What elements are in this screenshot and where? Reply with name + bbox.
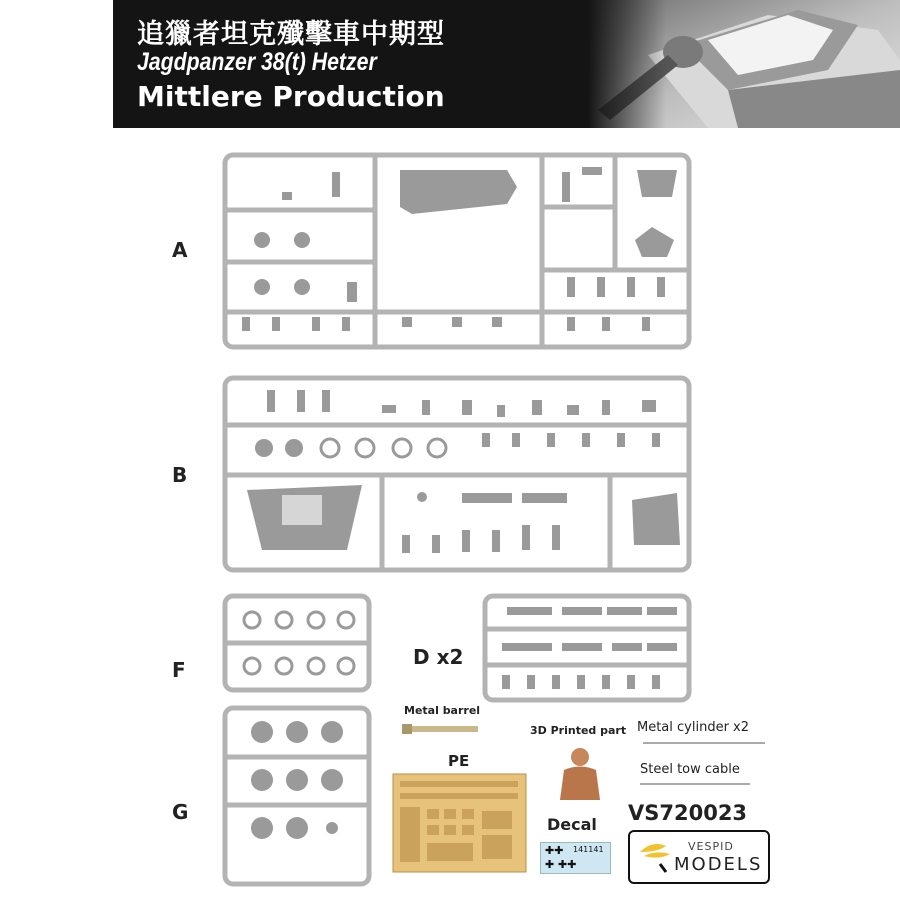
metal-cylinder-label: Metal cylinder x2 (637, 720, 750, 735)
sprue-d (482, 593, 692, 703)
sprue-b (222, 375, 692, 573)
sprue-a (222, 152, 692, 350)
sprue-g (222, 705, 372, 887)
title-english: Jagdpanzer 38(t) Hetzer (137, 48, 377, 76)
metal-barrel-label: Metal barrel (404, 704, 481, 717)
sprue-d-label: D x2 (413, 645, 464, 669)
logo-line1: VESPID (688, 840, 734, 853)
sprue-g-label: G (172, 800, 189, 824)
metal-barrel-part (400, 722, 480, 736)
pe-label: PE (448, 752, 470, 770)
decal-crosses-2: ✚ ✚✚ (545, 858, 577, 871)
decal-sheet (540, 842, 611, 874)
decal-numbers: 141141 (573, 845, 604, 854)
printed-figure (550, 745, 610, 800)
decal-label: Decal (547, 815, 597, 834)
logo-line2: MODELS (674, 854, 763, 875)
hetzer-photo (588, 0, 900, 128)
sprue-f-label: F (172, 658, 186, 682)
title-chinese: 追獵者坦克殲擊車中期型 (137, 19, 445, 50)
decal-crosses: ✚✚ (545, 844, 564, 857)
product-code: VS720023 (628, 801, 748, 825)
vespid-logo (628, 830, 770, 884)
tow-cable-label: Steel tow cable (640, 762, 740, 777)
header-banner (113, 0, 900, 128)
sprue-a-label: A (172, 238, 188, 262)
sprue-b-label: B (172, 463, 188, 487)
sprue-f (222, 593, 372, 693)
wasp-icon (636, 838, 676, 874)
metal-cylinder-part (643, 742, 765, 744)
pe-fret (392, 773, 527, 873)
tow-cable-part (640, 783, 750, 785)
printed-part-label: 3D Printed part (530, 724, 627, 737)
title-subtitle: Mittlere Production (137, 80, 445, 113)
